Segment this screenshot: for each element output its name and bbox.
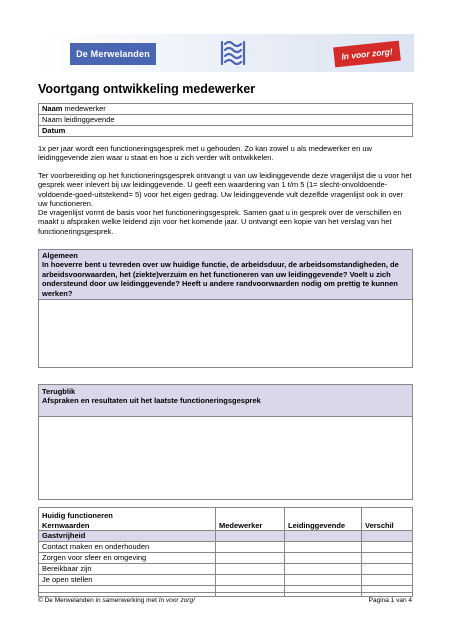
table-cell-medewerker[interactable] <box>216 553 285 564</box>
section-terugblik-title: Terugblik <box>42 387 76 396</box>
info-table <box>38 103 413 137</box>
info-cell-name[interactable] <box>39 104 413 115</box>
table-row-label: Zorgen voor sfeer en omgeving <box>39 553 216 564</box>
table-row-empty <box>39 586 413 597</box>
section-algemeen-head <box>39 250 412 300</box>
table-cell-medewerker[interactable] <box>216 542 285 553</box>
table-row-label: Contact maken en onderhouden <box>39 542 216 553</box>
footer-copyright-text: © De Merwelanden in samenwerking met <box>38 597 159 604</box>
table-cell-leidinggevende[interactable] <box>285 575 362 586</box>
functioneren-table <box>38 507 413 597</box>
table-row <box>39 553 413 564</box>
table-cell-verschil[interactable] <box>362 553 413 564</box>
table-cell-verschil[interactable] <box>362 575 413 586</box>
table-cell-medewerker[interactable] <box>216 564 285 575</box>
footer-divider <box>38 592 413 593</box>
table-cell[interactable] <box>39 586 216 597</box>
table-row-label: Je open stellen <box>39 575 216 586</box>
table-cell[interactable] <box>285 586 362 597</box>
table-row-label: Bereikbaar zijn <box>39 564 216 575</box>
info-cell-manager[interactable]: Naam leidinggevende <box>39 115 413 126</box>
table-row <box>39 575 413 586</box>
table-cell[interactable] <box>362 586 413 597</box>
table-header-kernwaarden <box>39 508 216 531</box>
info-row-name <box>39 104 413 115</box>
name-label-bold: Naam <box>42 104 63 113</box>
slogan-text: In voor zorg! <box>340 46 394 62</box>
table-header-row <box>39 508 413 531</box>
table-group-gastvrijheid: Gastvrijheid <box>39 531 216 542</box>
section-terugblik-answer[interactable] <box>39 417 412 495</box>
section-algemeen-answer[interactable] <box>39 300 412 374</box>
intro-paragraph-2: Ter voorbereiding op het functioneringsgesprek ontvangt u van uw leidinggevende deze vragenlijst die u voor het gesprek weer inlevert bij uw leidinggevende. U geeft een waardering van 1 t/m 5 (1= slecht-onvoldoende-voldoende-goed-uitstekend= 5) voor het eigen gedrag. Uw leidinggevende vult dezelfde vragenlijst ook in over uw functioneren. <box>38 171 412 209</box>
table-row <box>39 542 413 553</box>
table-cell-verschil[interactable] <box>362 564 413 575</box>
brand-name: De Merwelanden <box>76 49 150 59</box>
section-terugblik <box>38 384 413 500</box>
table-cell-medewerker[interactable] <box>216 575 285 586</box>
intro-paragraph-3: De vragenlijst vormt de basis voor het functioneringsgesprek. Samen gaat u in gesprek over de verschillen en maakt u afspraken welke leidend zijn voor het komende jaar. U ontvangt een kopie van het verslag van het functioneringsgesprek. <box>38 208 402 236</box>
table-cell[interactable] <box>216 586 285 597</box>
footer-copyright <box>38 597 195 604</box>
info-row-date <box>39 126 413 137</box>
table-row <box>39 564 413 575</box>
intro-paragraph-1: 1x per jaar wordt een functioneringsgesprek met u gehouden. Zo kan zowel u als medewerker en uw leidinggevende zien waar u staat en hoe u zich verder wilt ontwikkelen. <box>38 144 372 163</box>
table-col-leidinggevende: Leidinggevende <box>285 508 362 531</box>
table-cell <box>216 531 285 542</box>
brand-logo <box>70 43 156 65</box>
info-row-manager <box>39 115 413 126</box>
emblem-icon <box>216 36 250 70</box>
table-cell-leidinggevende[interactable] <box>285 564 362 575</box>
table-cell-verschil[interactable] <box>362 542 413 553</box>
table-col-verschil: Verschil <box>362 508 413 531</box>
table-section-title: Huidig functioneren <box>42 511 113 520</box>
table-cell-leidinggevende[interactable] <box>285 553 362 564</box>
table-cell <box>362 531 413 542</box>
table-group-row <box>39 531 413 542</box>
table-col-kernwaarden: Kernwaarden <box>42 520 90 530</box>
section-algemeen-question: In hoeverre bent u tevreden over uw huidige functie, de arbeidsduur, de arbeidsomstandigheden, de arbeidsvoorwaarden, het (ziekte)verzuim en het functioneren van uw leidinggevende? Voelt u zich ondersteund door uw leidinggevende? Heeft u andere randvoorwaarden nodig om prettig te kunnen werken? <box>42 260 399 298</box>
info-cell-date[interactable]: Datum <box>39 126 413 137</box>
section-algemeen-title: Algemeen <box>42 251 78 260</box>
section-terugblik-head <box>39 385 412 417</box>
page-title: Voortgang ontwikkeling medewerker <box>38 82 256 96</box>
name-label-rest: medewerker <box>62 104 106 113</box>
table-col-medewerker: Medewerker <box>216 508 285 531</box>
table-cell-leidinggevende[interactable] <box>285 542 362 553</box>
table-cell <box>285 531 362 542</box>
section-terugblik-question: Afspraken en resultaten uit het laatste functioneringsgesprek <box>42 396 261 406</box>
section-algemeen <box>38 249 413 368</box>
footer-slogan: In voor zorg! <box>158 597 195 604</box>
footer-page-number: Pagina 1 van 4 <box>368 597 412 604</box>
